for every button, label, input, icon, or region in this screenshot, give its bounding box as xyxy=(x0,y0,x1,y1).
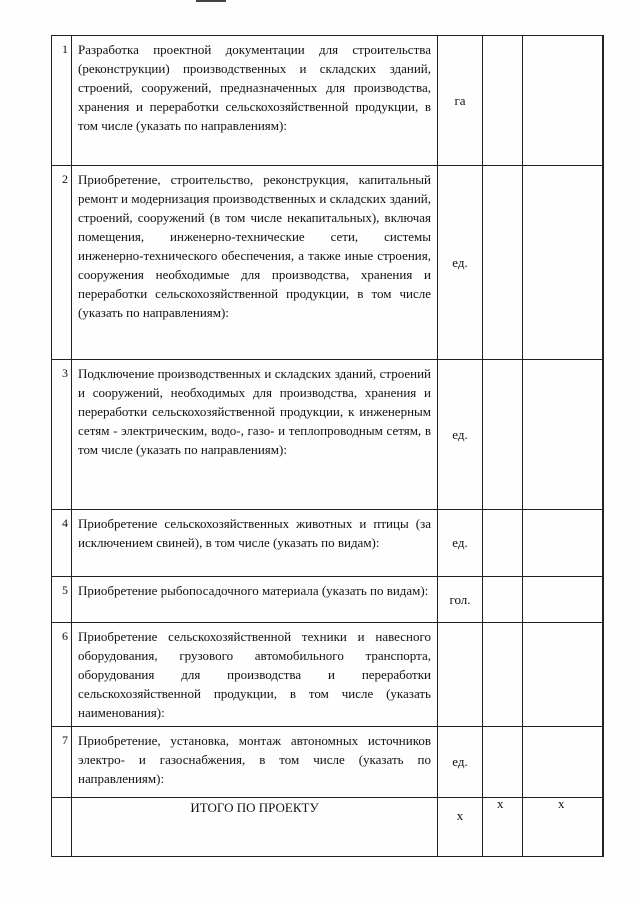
table-row xyxy=(51,576,604,622)
row-unit: ед. xyxy=(437,727,482,797)
row-cell-empty xyxy=(522,510,602,576)
total-cell-f xyxy=(522,798,602,856)
row-cell-empty xyxy=(522,623,602,726)
row-number: 7 xyxy=(51,727,71,797)
row-cell-empty xyxy=(482,36,522,165)
total-unit-mark: х xyxy=(456,808,464,823)
row-name-cell xyxy=(71,577,437,622)
total-label: ИТОГО ПО ПРОЕКТУ xyxy=(71,798,437,856)
row-cell-empty xyxy=(602,510,604,576)
row-number-empty xyxy=(51,798,71,856)
table-row xyxy=(51,726,604,797)
row-name-cell xyxy=(71,623,437,726)
total-unit-cell xyxy=(437,798,482,856)
row-cell-empty xyxy=(602,727,604,797)
row-number: 6 xyxy=(51,623,71,726)
row-number: 4 xyxy=(51,510,71,576)
row-number: 3 xyxy=(51,360,71,509)
row-number: 5 xyxy=(51,577,71,622)
total-e-mark: х xyxy=(497,796,504,811)
row-unit: ед. xyxy=(437,360,482,509)
row-name: Подключение производственных и складских зданий, строений и сооружений, необходимых для производства, хранения и переработки сельскохозяйственной продукции, к инженерным сетям - электрическим, водо-, газо- и теплопроводным сетям, в том числе (указать по направлениям): xyxy=(78,366,431,457)
row-cell-empty xyxy=(522,727,602,797)
row-number: 1 xyxy=(51,36,71,165)
row-name-cell xyxy=(71,36,437,165)
row-cell-empty xyxy=(482,510,522,576)
row-cell-empty xyxy=(482,360,522,509)
table-row xyxy=(51,622,604,726)
row-name: Приобретение сельскохозяйственной техники и навесного оборудования, грузового автомобильного транспорта, оборудования для производства и переработки сельскохозяйственной продукции, в том числе (указать наименования): xyxy=(78,629,431,720)
row-name-cell xyxy=(71,360,437,509)
total-row xyxy=(51,797,604,857)
table-row xyxy=(51,359,604,509)
table-row xyxy=(51,509,604,576)
row-name: Приобретение рыбопосадочного материала (указать по видам): xyxy=(78,583,429,598)
row-name: Разработка проектной документации для строительства (реконструкции) производственных и складских зданий, строений, сооружений, предназначенных для производства, хранения и переработки сельскохозяйственной продукции, в том числе (указать по направлениям): xyxy=(78,42,431,133)
row-name-cell xyxy=(71,510,437,576)
row-unit: гол. xyxy=(437,577,482,622)
row-cell-empty xyxy=(602,360,604,509)
project-table xyxy=(51,35,604,857)
row-cell-empty xyxy=(522,36,602,165)
row-unit: ед. xyxy=(437,510,482,576)
total-cell-e xyxy=(482,798,522,856)
row-unit: га xyxy=(437,36,482,165)
row-cell-empty xyxy=(482,623,522,726)
row-cell-empty xyxy=(602,166,604,359)
row-cell-empty xyxy=(522,360,602,509)
table-row xyxy=(51,35,604,165)
total-f-mark: х xyxy=(558,796,565,811)
row-cell-empty xyxy=(522,166,602,359)
row-cell-empty xyxy=(602,623,604,726)
row-cell-empty xyxy=(602,36,604,165)
row-unit xyxy=(437,623,482,726)
table-row xyxy=(51,165,604,359)
row-name: Приобретение, установка, монтаж автономных источников электро- и газоснабжения, в том числе (указать по направлениям): xyxy=(78,733,431,786)
row-name: Приобретение сельскохозяйственных животных и птицы (за исключением свиней), в том числе (указать по видам): xyxy=(78,516,431,550)
row-number: 2 xyxy=(51,166,71,359)
total-cell-empty xyxy=(602,798,604,856)
row-cell-empty xyxy=(482,577,522,622)
row-unit: ед. xyxy=(437,166,482,359)
scan-artifact xyxy=(196,0,226,2)
row-name-cell xyxy=(71,166,437,359)
row-cell-empty xyxy=(522,577,602,622)
row-cell-empty xyxy=(482,166,522,359)
row-cell-empty xyxy=(482,727,522,797)
row-name: Приобретение, строительство, реконструкция, капитальный ремонт и модернизация производственных и складских зданий, строений, сооружений (в том числе некапитальных), включая помещения, инженерно-технические сети, системы инженерно-технического обеспечения, а также иные строения, сооружения необходимые для производства, хранения и переработки сельскохозяйственной продукции, в том числе (указать по направлениям): xyxy=(78,172,431,320)
row-cell-empty xyxy=(602,577,604,622)
row-name-cell xyxy=(71,727,437,797)
